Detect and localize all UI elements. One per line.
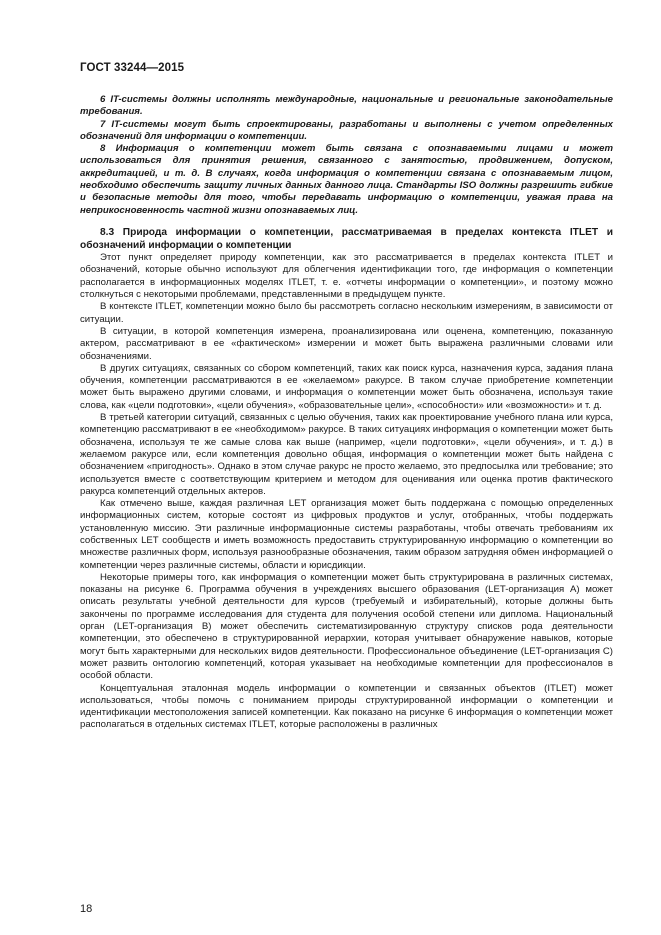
paragraph: Этот пункт определяет природу компетенции, как это рассматривается в пределах контекста ITLET и обозначений, которые обычно используют для облегчения идентификации того, где информация о компетенции располагается в информационных моделях ITLET, т. е. «отчеты информации о компетенции», и поэтому можно столкнуться с некоторыми проблемами, представленными в предыдущем пункте. — [80, 252, 613, 301]
paragraph: Концептуальная эталонная модель информации о компетенции и связанных объектов (ITLET) может использоваться, чтобы помочь с пониманием природы структурированной информации о компетенции и идентификации местоположения записей компетенции. Как показано на рисунке 6 информация о компетенции может располагаться в отдельных системах ITLET, которые расположены в различных — [80, 682, 613, 731]
paragraph: Как отмечено выше, каждая различная LET организация может быть поддержана с помощью определенных информационных систем, которые состоят из цифровых продуктов и услуг, отобранных, чтобы поддержать установленную миссию. Эти различные информационные системы разработаны, чтобы отвечать требованиям их собственных LET сообществ и иметь возможность предоставить структурированную информацию о компетенции во множестве различных форм, используя разнообразные обозначения, таким образом затрудняя обмен информацией о компетенции через различные системы, области и юрисдикции. — [80, 498, 613, 571]
note-7: 7 IT-системы могут быть спроектированы, разработаны и выполнены с учетом определенных обозначений для информации о компетенции. — [80, 118, 613, 142]
section-title: 8.3 Природа информации о компетенции, рассматриваемая в пределах контекста ITLET и обозначений информации о компетенции — [80, 226, 613, 251]
paragraph: В других ситуациях, связанных со сбором компетенций, таких как поиск курса, назначения курса, задания плана обучения, компетенции рассматриваются в ее «желаемом» ракурсе. В таком случае приобретение компетенции может быть выражено другими словами, и информация о компетенции может быть обозначена, используя такие слова, как «цели подготовки», «цели обучения», «образовательные цели», «способности» или «возможности» и т. д. — [80, 362, 613, 411]
document-header: ГОСТ 33244—2015 — [80, 62, 185, 74]
page-number: 18 — [80, 903, 93, 915]
paragraph: В ситуации, в которой компетенция измерена, проанализирована или оценена, компетенцию, показанную актером, рассматривают в ее «фактическом» измерении и может быть выражена различными словами или обозначениями. — [80, 325, 613, 362]
paragraph: В контексте ITLET, компетенции можно было бы рассмотреть согласно нескольким измерениям, в зависимости от ситуации. — [80, 301, 613, 325]
document-body — [80, 94, 613, 732]
note-6: 6 IT-системы должны исполнять международные, национальные и региональные законодательные требования. — [80, 94, 613, 118]
note-8: 8 Информация о компетенции может быть связана с опознаваемыми лицами и может использоваться для принятия решения, связанного с занятостью, продвижением, допуском, аккредитацией, и т. д. В случаях, когда информация о компетенции связана с опознаваемым лицом, необходимо обеспечить защиту личных данных данного лица. Стандарты ISO должны разрешить гибкие и безопасные методы для того, чтобы передавать информацию о компетенции, уважая права на неприкосновенность частной жизни опознаваемых лиц. — [80, 143, 613, 216]
paragraph: В третьей категории ситуаций, связанных с целью обучения, таких как проектирование учебного плана или курса, компетенцию рассматривают в ее «необходимом» ракурсе. В таких ситуациях информация о компетенции может быть обозначена, используя те же самые слова как выше (например, «цели подготовки», «цели обучения», и т. д.) в желаемом ракурсе или, если компетенция довольно общая, информация о компетенции может быть найдена с обозначением «пригодность». Однако в этом случае ракурс не просто желаемо, это предпосылка или требование; это используется вместе с соответствующим критерием и методом для оценивания или оценка против фактического ракурса компетенций отдельных актеров. — [80, 412, 613, 497]
paragraph: Некоторые примеры того, как информация о компетенции может быть структурирована в различных системах, показаны на рисунке 6. Программа обучения в учреждениях высшего образования (LET-организация A) может описать результаты учебной деятельности для курсов (требуемый и избирательный), которые должны быть закончены по программе исследования для студента для получения особой степени или диплома. Национальный орган (LET-организация B) может обеспечить систематизированную структуру списков рода деятельности компетенции, это обеспечено в структурированной иерархии, которая учитывает обнаружение навыков, которые могут быть характерными для нескольких видов деятельности. Профессиональное объединение (LET-организация C) может развить онтологию компетенций, которая указывает на необходимые компетенции для профессионалов в особой области. — [80, 571, 613, 682]
